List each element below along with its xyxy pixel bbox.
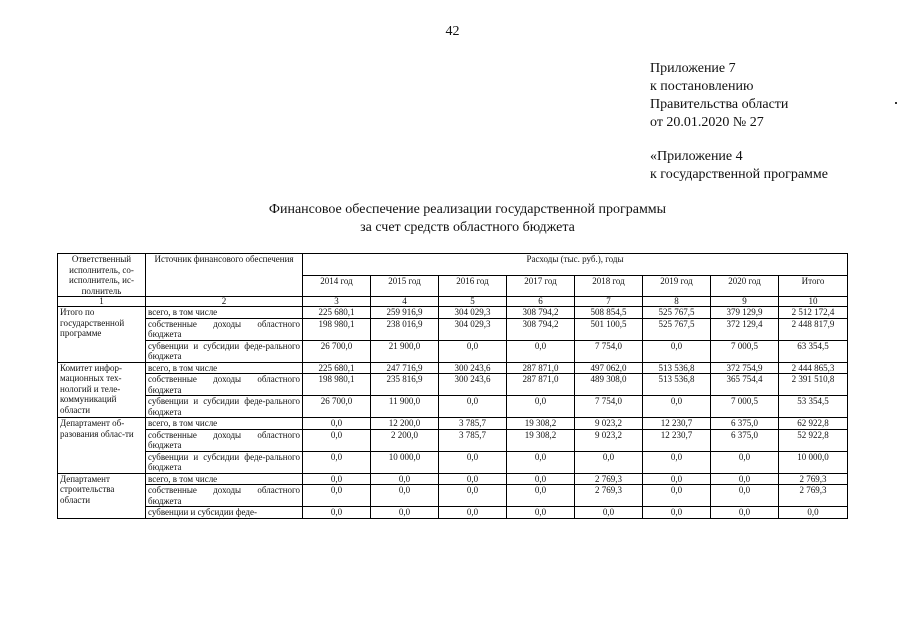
header-year: 2015 год <box>371 275 439 297</box>
header-year: 2019 год <box>643 275 711 297</box>
source-cell: собственные доходы областного бюджета <box>146 374 303 396</box>
value-cell: 198 980,1 <box>303 318 371 340</box>
value-cell: 0,0 <box>575 451 643 473</box>
source-cell: всего, в том числе <box>146 473 303 485</box>
source-cell: собственные доходы областного бюджета <box>146 485 303 507</box>
header-row <box>58 254 848 276</box>
value-cell: 0,0 <box>507 340 575 362</box>
value-cell: 0,0 <box>303 485 371 507</box>
header-year: 2017 год <box>507 275 575 297</box>
value-cell: 12 200,0 <box>371 418 439 430</box>
page-number: 42 <box>445 24 460 39</box>
value-cell: 0,0 <box>439 340 507 362</box>
total-cell: 2 444 865,3 <box>779 362 848 374</box>
value-cell: 0,0 <box>507 451 575 473</box>
value-cell: 19 308,2 <box>507 418 575 430</box>
value-cell: 501 100,5 <box>575 318 643 340</box>
scan-mark <box>895 102 897 104</box>
value-cell: 3 785,7 <box>439 429 507 451</box>
header-year: 2014 год <box>303 275 371 297</box>
value-cell: 198 980,1 <box>303 374 371 396</box>
table-row <box>58 340 848 362</box>
value-cell: 497 062,0 <box>575 362 643 374</box>
appendix-line: Правительства области <box>650 97 789 112</box>
responsible-cell: Департамент строительства области <box>58 473 146 518</box>
header-year: 2020 год <box>711 275 779 297</box>
header-year: 2016 год <box>439 275 507 297</box>
value-cell: 26 700,0 <box>303 340 371 362</box>
column-number: 8 <box>643 297 711 307</box>
header-responsible: Ответственный исполнитель, со-исполнитель, ис-полнитель <box>58 254 146 297</box>
appendix-line: от 20.01.2020 № 27 <box>650 115 764 130</box>
appendix-line: Приложение 7 <box>650 61 736 76</box>
total-cell: 63 354,5 <box>779 340 848 362</box>
value-cell: 0,0 <box>439 507 507 519</box>
value-cell: 0,0 <box>711 485 779 507</box>
source-cell: собственные доходы областного бюджета <box>146 318 303 340</box>
value-cell: 6 375,0 <box>711 418 779 430</box>
value-cell: 0,0 <box>439 485 507 507</box>
appendix-sub-line: «Приложение 4 <box>650 149 743 164</box>
source-cell: субвенции и субсидии феде-рального бюджета <box>146 340 303 362</box>
appendix-line: к постановлению <box>650 79 754 94</box>
value-cell: 525 767,5 <box>643 318 711 340</box>
value-cell: 489 308,0 <box>575 374 643 396</box>
financing-table <box>57 253 848 519</box>
source-cell: субвенции и субсидии феде- <box>146 507 303 519</box>
value-cell: 225 680,1 <box>303 362 371 374</box>
appendix-block <box>650 60 828 184</box>
title-line-1: Финансовое обеспечение реализации государственной программы <box>268 202 667 217</box>
value-cell: 508 854,5 <box>575 307 643 319</box>
total-cell: 2 448 817,9 <box>779 318 848 340</box>
value-cell: 238 016,9 <box>371 318 439 340</box>
header-total: Итого <box>779 275 848 297</box>
value-cell: 0,0 <box>643 340 711 362</box>
value-cell: 6 375,0 <box>711 429 779 451</box>
table-row <box>58 451 848 473</box>
value-cell: 11 900,0 <box>371 396 439 418</box>
column-number: 2 <box>146 297 303 307</box>
value-cell: 12 230,7 <box>643 429 711 451</box>
value-cell: 0,0 <box>507 507 575 519</box>
value-cell: 0,0 <box>303 418 371 430</box>
value-cell: 7 000,5 <box>711 396 779 418</box>
value-cell: 19 308,2 <box>507 429 575 451</box>
source-cell: субвенции и субсидии феде-рального бюджета <box>146 396 303 418</box>
value-cell: 300 243,6 <box>439 374 507 396</box>
value-cell: 372 129,4 <box>711 318 779 340</box>
column-number: 5 <box>439 297 507 307</box>
table-row <box>58 396 848 418</box>
value-cell: 235 816,9 <box>371 374 439 396</box>
value-cell: 0,0 <box>711 473 779 485</box>
total-cell: 52 922,8 <box>779 429 848 451</box>
table-body <box>58 307 848 519</box>
value-cell: 21 900,0 <box>371 340 439 362</box>
value-cell: 0,0 <box>439 451 507 473</box>
value-cell: 0,0 <box>575 507 643 519</box>
document-title <box>0 201 905 237</box>
value-cell: 525 767,5 <box>643 307 711 319</box>
value-cell: 259 916,9 <box>371 307 439 319</box>
header-expenses: Расходы (тыс. руб.), годы <box>303 254 848 276</box>
total-cell: 62 922,8 <box>779 418 848 430</box>
column-number: 6 <box>507 297 575 307</box>
column-number: 4 <box>371 297 439 307</box>
table-row <box>58 507 848 519</box>
source-cell: субвенции и субсидии феде-рального бюджета <box>146 451 303 473</box>
value-cell: 2 769,3 <box>575 485 643 507</box>
value-cell: 0,0 <box>371 473 439 485</box>
source-cell: собственные доходы областного бюджета <box>146 429 303 451</box>
value-cell: 0,0 <box>711 507 779 519</box>
table-row <box>58 429 848 451</box>
title-line-2: за счет средств областного бюджета <box>360 220 575 235</box>
value-cell: 0,0 <box>303 473 371 485</box>
responsible-cell: Департамент об-разования облас-ти <box>58 418 146 474</box>
value-cell: 372 754,9 <box>711 362 779 374</box>
responsible-cell: Итого по государственной программе <box>58 307 146 363</box>
total-cell: 53 354,5 <box>779 396 848 418</box>
value-cell: 10 000,0 <box>371 451 439 473</box>
value-cell: 0,0 <box>371 507 439 519</box>
table-row <box>58 418 848 430</box>
total-cell: 2 769,3 <box>779 485 848 507</box>
value-cell: 287 871,0 <box>507 374 575 396</box>
value-cell: 300 243,6 <box>439 362 507 374</box>
responsible-cell: Комитет инфор-мационных тех-нологий и теле-коммуникаций области <box>58 362 146 418</box>
column-number: 10 <box>779 297 848 307</box>
total-cell: 10 000,0 <box>779 451 848 473</box>
header-year: 2018 год <box>575 275 643 297</box>
value-cell: 26 700,0 <box>303 396 371 418</box>
value-cell: 0,0 <box>303 451 371 473</box>
value-cell: 379 129,9 <box>711 307 779 319</box>
table-row <box>58 374 848 396</box>
column-number: 9 <box>711 297 779 307</box>
value-cell: 3 785,7 <box>439 418 507 430</box>
value-cell: 304 029,3 <box>439 318 507 340</box>
table-row <box>58 318 848 340</box>
value-cell: 9 023,2 <box>575 418 643 430</box>
value-cell: 225 680,1 <box>303 307 371 319</box>
value-cell: 0,0 <box>643 485 711 507</box>
value-cell: 7 000,5 <box>711 340 779 362</box>
column-number: 7 <box>575 297 643 307</box>
value-cell: 9 023,2 <box>575 429 643 451</box>
value-cell: 304 029,3 <box>439 307 507 319</box>
value-cell: 0,0 <box>711 451 779 473</box>
header-source: Источник финансового обеспечения <box>146 254 303 297</box>
value-cell: 0,0 <box>643 473 711 485</box>
column-number: 1 <box>58 297 146 307</box>
value-cell: 287 871,0 <box>507 362 575 374</box>
table-row <box>58 485 848 507</box>
value-cell: 2 769,3 <box>575 473 643 485</box>
value-cell: 247 716,9 <box>371 362 439 374</box>
source-cell: всего, в том числе <box>146 418 303 430</box>
column-number-row <box>58 297 848 307</box>
value-cell: 0,0 <box>507 473 575 485</box>
value-cell: 513 536,8 <box>643 374 711 396</box>
value-cell: 0,0 <box>439 473 507 485</box>
total-cell: 2 769,3 <box>779 473 848 485</box>
appendix-gap <box>650 132 828 148</box>
value-cell: 7 754,0 <box>575 340 643 362</box>
value-cell: 0,0 <box>643 396 711 418</box>
value-cell: 0,0 <box>371 485 439 507</box>
source-cell: всего, в том числе <box>146 362 303 374</box>
value-cell: 0,0 <box>643 507 711 519</box>
value-cell: 365 754,4 <box>711 374 779 396</box>
value-cell: 308 794,2 <box>507 318 575 340</box>
total-cell: 2 391 510,8 <box>779 374 848 396</box>
table-row <box>58 307 848 319</box>
value-cell: 0,0 <box>303 429 371 451</box>
table-row <box>58 362 848 374</box>
total-cell: 2 512 172,4 <box>779 307 848 319</box>
value-cell: 0,0 <box>303 507 371 519</box>
appendix-sub-line: к государственной программе <box>650 167 828 182</box>
source-cell: всего, в том числе <box>146 307 303 319</box>
table-row <box>58 473 848 485</box>
value-cell: 0,0 <box>507 485 575 507</box>
value-cell: 2 200,0 <box>371 429 439 451</box>
value-cell: 12 230,7 <box>643 418 711 430</box>
value-cell: 0,0 <box>643 451 711 473</box>
total-cell: 0,0 <box>779 507 848 519</box>
value-cell: 308 794,2 <box>507 307 575 319</box>
value-cell: 513 536,8 <box>643 362 711 374</box>
column-number: 3 <box>303 297 371 307</box>
value-cell: 7 754,0 <box>575 396 643 418</box>
value-cell: 0,0 <box>507 396 575 418</box>
value-cell: 0,0 <box>439 396 507 418</box>
